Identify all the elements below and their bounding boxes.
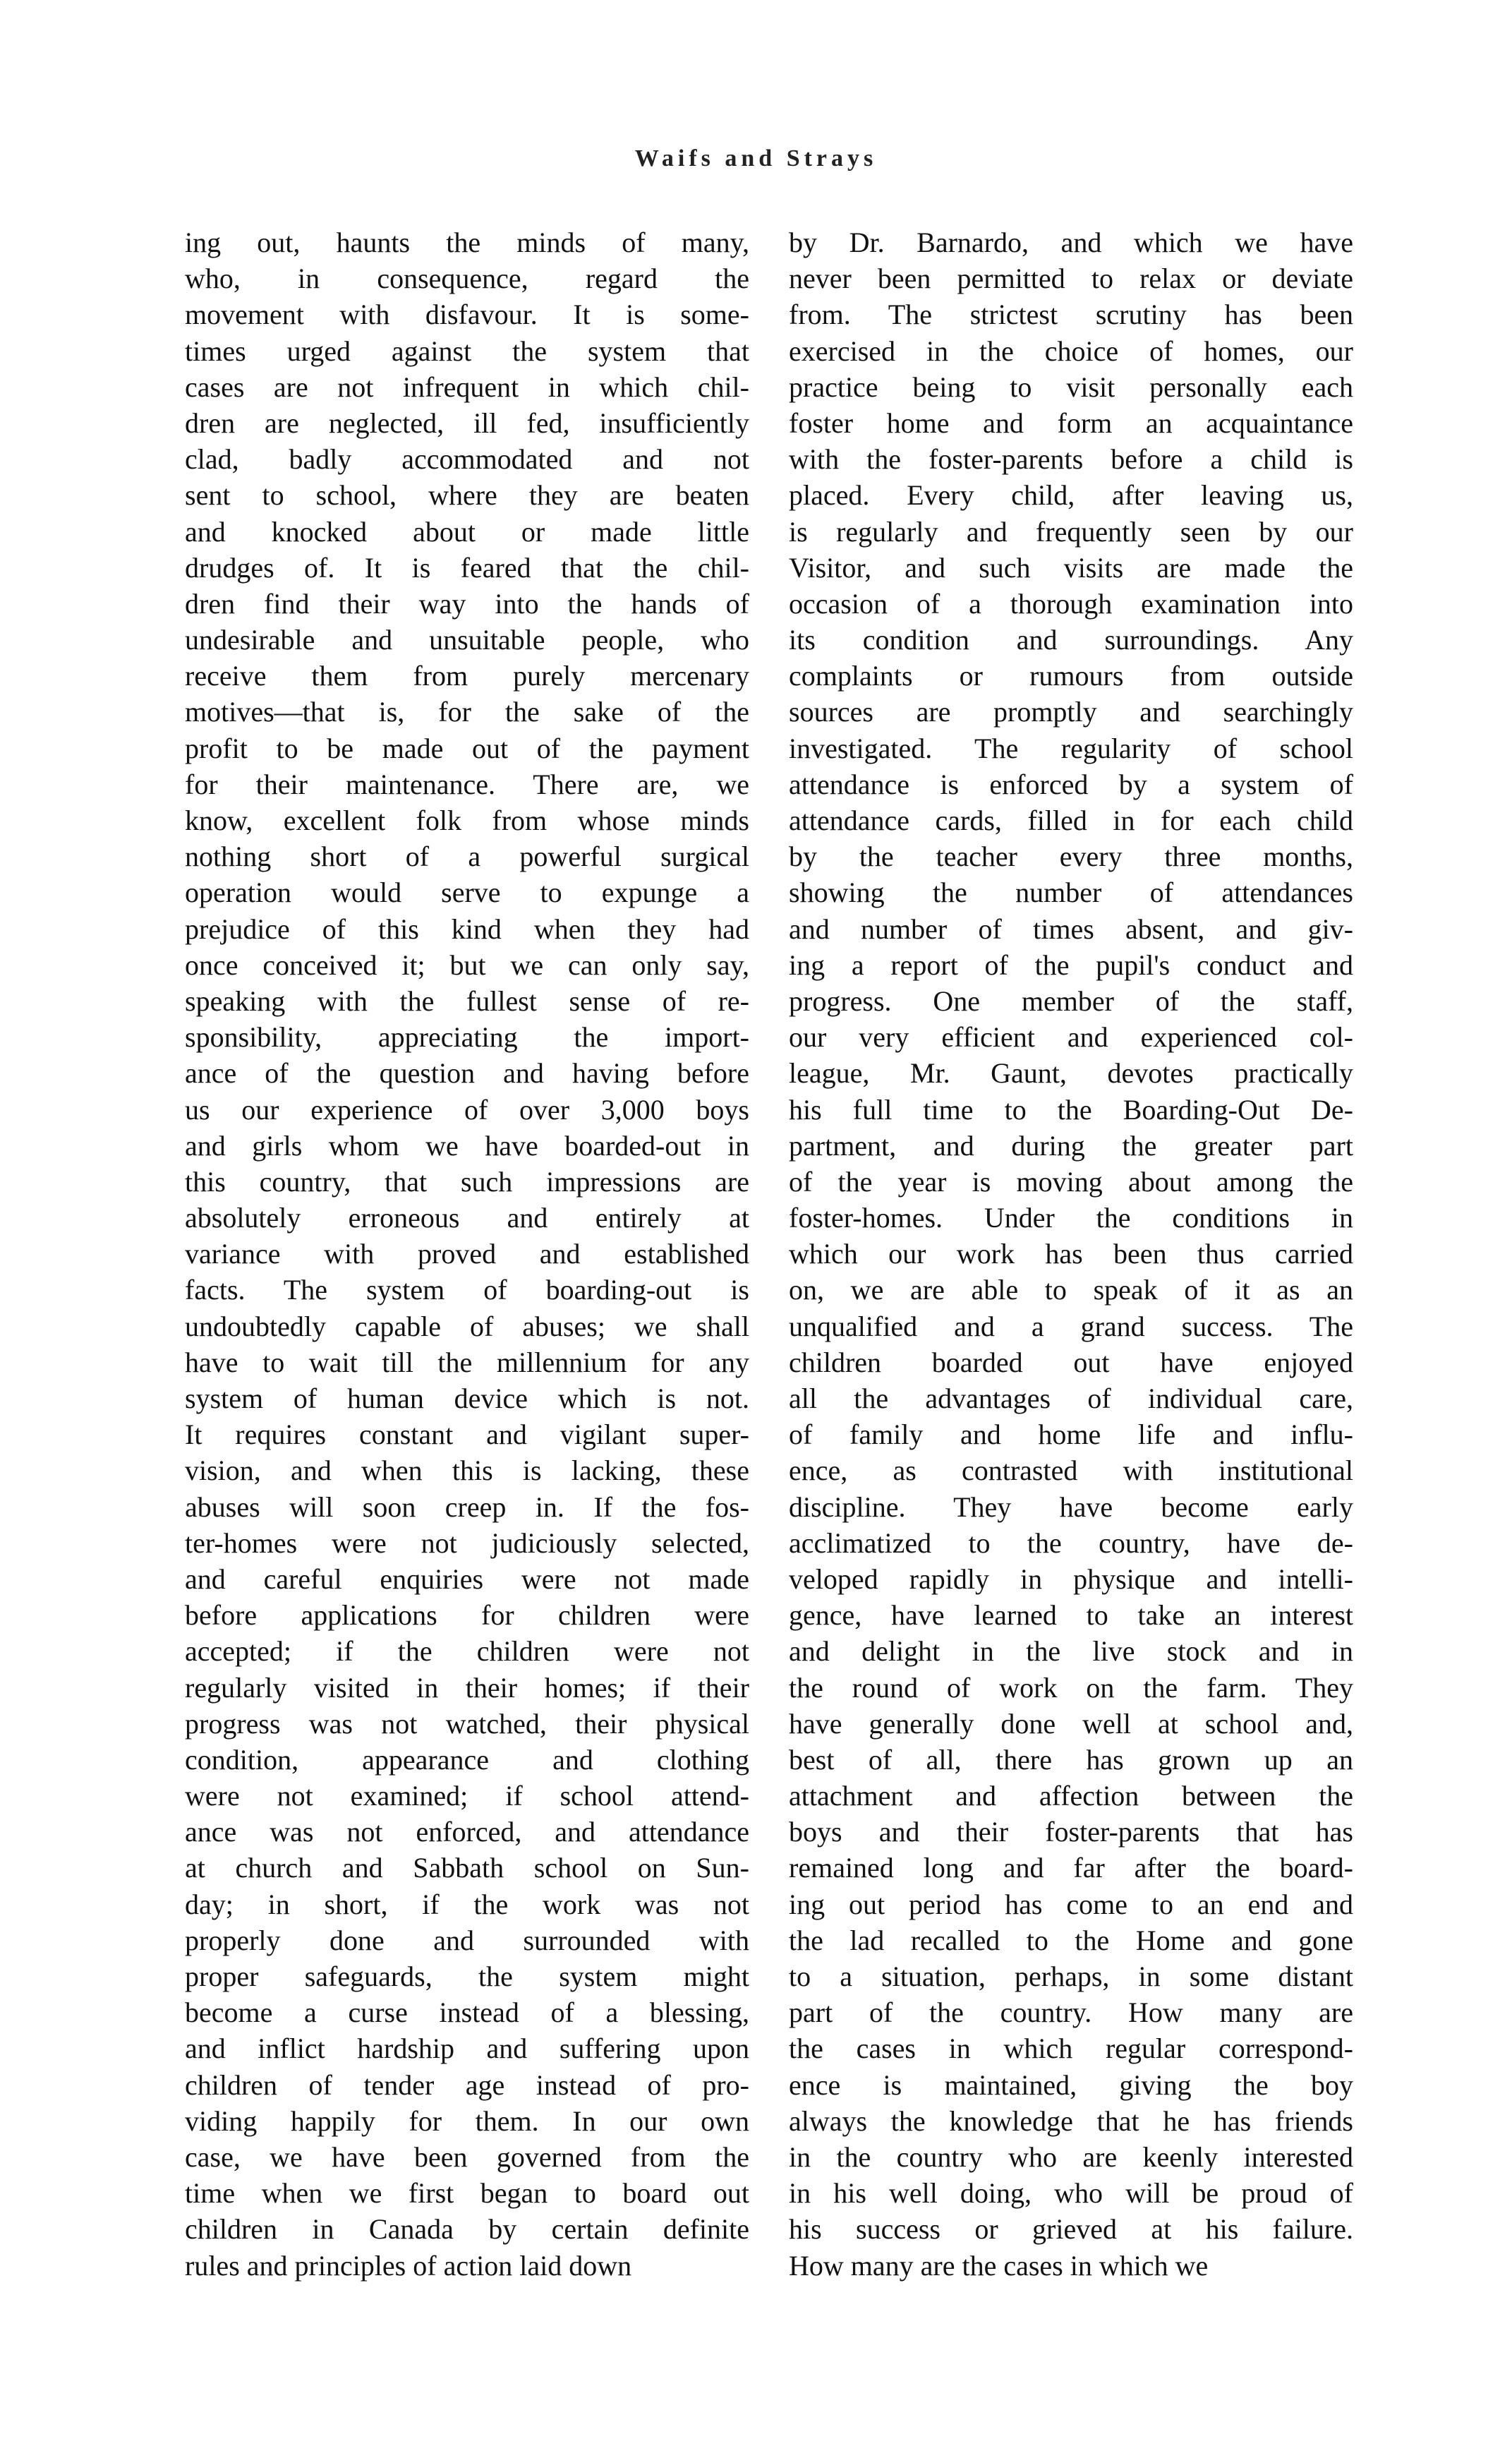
text-line: sent to school, where they are beaten	[185, 479, 749, 512]
text-line: attendance is enforced by a system of	[789, 768, 1353, 800]
text-line: cases are not infrequent in which chil-	[185, 370, 749, 403]
text-line: investigated. The regularity of school	[789, 732, 1353, 764]
text-line: day; in short, if the work was not	[185, 1888, 749, 1920]
text-line: never been permitted to relax or deviate	[789, 263, 1353, 295]
text-line: viding happily for them. In our own	[185, 2104, 749, 2137]
text-line: exercised in the choice of homes, our	[789, 335, 1353, 367]
text-line: practice being to visit personally each	[789, 370, 1353, 403]
text-line: know, excellent folk from whose minds	[185, 805, 749, 836]
text-line: all the advantages of individual care,	[789, 1382, 1353, 1414]
text-line: our very efficient and experienced col-	[789, 1021, 1353, 1054]
text-line: dren find their way into the hands of	[185, 587, 749, 620]
text-line: in the country who are keenly interested	[789, 2140, 1353, 2173]
text-line: ter-homes were not judiciously selected,	[185, 1526, 749, 1559]
text-line: case, we have been governed from the	[185, 2140, 749, 2173]
text-line: to a situation, perhaps, in some distant	[789, 1960, 1353, 1992]
text-line: motives—that is, for the sake of the	[185, 696, 749, 728]
text-line: prejudice of this kind when they had	[185, 912, 749, 945]
text-line: his success or grieved at his failure.	[789, 2213, 1353, 2246]
text-line: rules and principles of action laid down	[185, 2249, 632, 2282]
text-line: occasion of a thorough examination into	[789, 587, 1353, 620]
text-line: acclimatized to the country, have de-	[789, 1526, 1353, 1559]
text-line: clad, badly accommodated and not	[185, 443, 749, 476]
text-line: vision, and when this is lacking, these	[185, 1454, 749, 1487]
text-line: the lad recalled to the Home and gone	[789, 1924, 1353, 1956]
text-line: ence, as contrasted with institutional	[789, 1454, 1353, 1487]
text-line: How many are the cases in which we	[789, 2249, 1209, 2282]
running-head: Waifs and Strays	[634, 145, 878, 171]
text-line: of the year is moving about among the	[789, 1165, 1353, 1198]
text-line: attendance cards, filled in for each child	[789, 805, 1353, 836]
text-line: speaking with the fullest sense of re-	[185, 984, 749, 1017]
text-line: who, in consequence, regard the	[185, 263, 749, 295]
text-line: drudges of. It is feared that the chil-	[185, 551, 749, 584]
text-line: placed. Every child, after leaving us,	[789, 479, 1353, 512]
left-column	[185, 224, 749, 2284]
text-line: and inflict hardship and suffering upon	[185, 2032, 749, 2065]
text-line: regularly visited in their homes; if their	[185, 1671, 749, 1704]
text-line: children of tender age instead of pro-	[185, 2068, 749, 2101]
text-line: the cases in which regular correspond-	[789, 2032, 1353, 2065]
text-line: this country, that such impressions are	[185, 1165, 749, 1198]
text-line: dren are neglected, ill fed, insufficiently	[185, 406, 749, 439]
text-line: before applications for children were	[185, 1599, 749, 1632]
text-line: sources are promptly and searchingly	[789, 696, 1353, 728]
text-line: ing out, haunts the minds of many,	[185, 227, 749, 258]
text-line: complaints or rumours from outside	[789, 660, 1353, 692]
text-line: undoubtedly capable of abuses; we shall	[185, 1310, 749, 1342]
text-line: veloped rapidly in physique and intelli-	[789, 1562, 1353, 1595]
text-line: and girls whom we have boarded-out in	[185, 1129, 749, 1162]
text-line: It requires constant and vigilant super-	[185, 1418, 749, 1451]
text-line: ance of the question and having before	[185, 1057, 749, 1090]
text-line: condition, appearance and clothing	[185, 1743, 749, 1776]
text-line: is regularly and frequently seen by our	[789, 515, 1353, 548]
text-line: league, Mr. Gaunt, devotes practically	[789, 1057, 1353, 1090]
text-line: Visitor, and such visits are made the	[789, 551, 1353, 584]
text-line: always the knowledge that he has friends	[789, 2104, 1353, 2137]
text-line: were not examined; if school attend-	[185, 1780, 749, 1812]
text-line: abuses will soon creep in. If the fos-	[185, 1490, 749, 1523]
text-line: children in Canada by certain definite	[185, 2213, 749, 2246]
text-line: times urged against the system that	[185, 335, 749, 367]
text-line: accepted; if the children were not	[185, 1635, 749, 1668]
text-line: children boarded out have enjoyed	[789, 1346, 1353, 1378]
text-line: by the teacher every three months,	[789, 841, 1353, 873]
text-line: from. The strictest scrutiny has been	[789, 299, 1353, 331]
text-line: foster home and form an acquaintance	[789, 406, 1353, 439]
text-line: discipline. They have become early	[789, 1490, 1353, 1523]
text-line: foster-homes. Under the conditions in	[789, 1202, 1353, 1234]
text-line: facts. The system of boarding-out is	[185, 1274, 749, 1306]
text-line: sponsibility, appreciating the import-	[185, 1021, 749, 1054]
text-line: us our experience of over 3,000 boys	[185, 1093, 749, 1126]
text-line: nothing short of a powerful surgical	[185, 841, 749, 873]
text-line: his full time to the Boarding-Out De-	[789, 1093, 1353, 1126]
text-line: and number of times absent, and giv-	[789, 912, 1353, 945]
text-line: time when we first began to board out	[185, 2177, 749, 2210]
text-line: which our work has been thus carried	[789, 1238, 1353, 1270]
text-line: and delight in the live stock and in	[789, 1635, 1353, 1668]
text-line: showing the number of attendances	[789, 876, 1353, 909]
text-line: gence, have learned to take an interest	[789, 1599, 1353, 1632]
text-line: ence is maintained, giving the boy	[789, 2068, 1353, 2101]
text-line: and careful enquiries were not made	[185, 1562, 749, 1595]
text-line: remained long and far after the board-	[789, 1852, 1353, 1884]
text-line: partment, and during the greater part	[789, 1129, 1353, 1162]
text-line: undesirable and unsuitable people, who	[185, 624, 749, 656]
text-line: absolutely erroneous and entirely at	[185, 1202, 749, 1234]
text-line: ance was not enforced, and attendance	[185, 1816, 749, 1848]
text-line: and knocked about or made little	[185, 515, 749, 548]
text-line: movement with disfavour. It is some-	[185, 299, 749, 331]
text-line: by Dr. Barnardo, and which we have	[789, 227, 1353, 258]
text-line: ing a report of the pupil's conduct and	[789, 948, 1353, 981]
text-line: progress was not watched, their physical	[185, 1707, 749, 1740]
text-line: system of human device which is not.	[185, 1382, 749, 1414]
text-line: the round of work on the farm. They	[789, 1671, 1353, 1704]
text-line: with the foster-parents before a child is	[789, 443, 1353, 476]
right-column	[789, 224, 1353, 2284]
text-line: receive them from purely mercenary	[185, 660, 749, 692]
text-line: its condition and surroundings. Any	[789, 624, 1353, 656]
text-line: on, we are able to speak of it as an	[789, 1274, 1353, 1306]
text-line: progress. One member of the staff,	[789, 984, 1353, 1017]
text-line: best of all, there has grown up an	[789, 1743, 1353, 1776]
text-line: proper safeguards, the system might	[185, 1960, 749, 1992]
text-line: have to wait till the millennium for any	[185, 1346, 749, 1378]
text-line: boys and their foster-parents that has	[789, 1816, 1353, 1848]
text-line: profit to be made out of the payment	[185, 732, 749, 764]
text-line: variance with proved and established	[185, 1238, 749, 1270]
text-line: for their maintenance. There are, we	[185, 768, 749, 800]
text-line: have generally done well at school and,	[789, 1707, 1353, 1740]
text-line: operation would serve to expunge a	[185, 876, 749, 909]
text-line: at church and Sabbath school on Sun-	[185, 1852, 749, 1884]
text-line: properly done and surrounded with	[185, 1924, 749, 1956]
text-line: of family and home life and influ-	[789, 1418, 1353, 1451]
text-line: part of the country. How many are	[789, 1996, 1353, 2029]
text-line: attachment and affection between the	[789, 1780, 1353, 1812]
text-line: in his well doing, who will be proud of	[789, 2177, 1353, 2210]
text-line: become a curse instead of a blessing,	[185, 1996, 749, 2029]
text-line: unqualified and a grand success. The	[789, 1310, 1353, 1342]
text-line: once conceived it; but we can only say,	[185, 948, 749, 981]
text-line: ing out period has come to an end and	[789, 1888, 1353, 1920]
